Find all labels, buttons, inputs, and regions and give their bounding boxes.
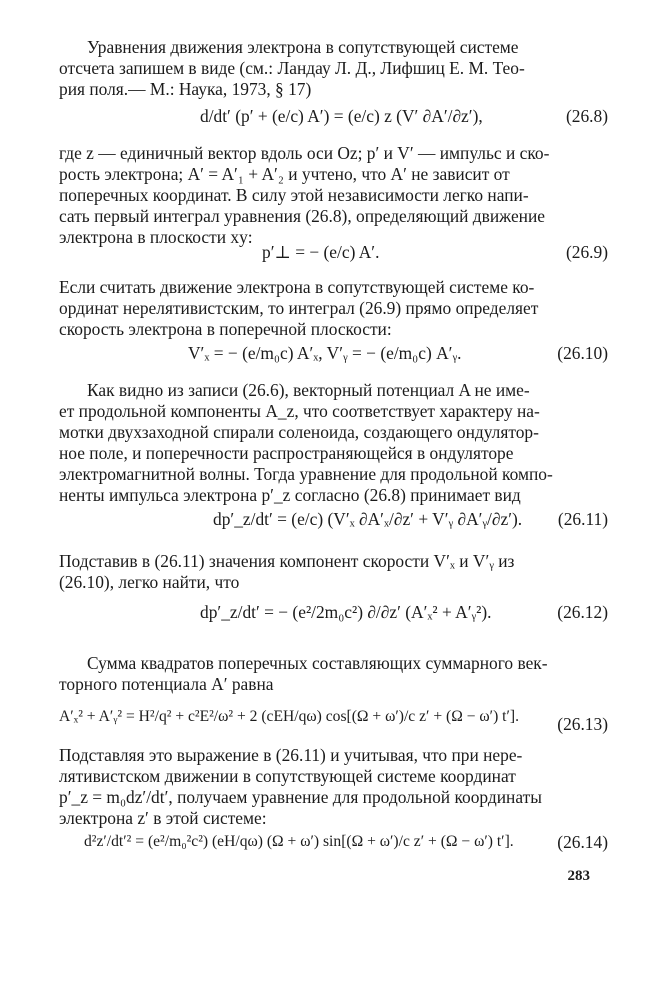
equation-number: (26.9) <box>565 242 608 262</box>
equation-number: (26.13) <box>557 714 608 734</box>
text-line: электромагнитной волны. Тогда уравнение для продольной компо- <box>59 464 553 484</box>
text-line: сать первый интеграл уравнения (26.8), определяющий движение <box>59 206 546 226</box>
equation-number: (26.10) <box>557 343 608 363</box>
text-line: Как видно из записи (26.6), векторный потенциал A не име- <box>87 380 530 400</box>
text-line: Подставляя это выражение в (26.11) и учитывая, что при нере- <box>59 745 523 765</box>
text-line: где z — единичный вектор вдоль оси Oz; p′ и V′ — импульс и ско- <box>59 143 550 163</box>
page-number: 283 <box>567 868 590 884</box>
equation-number: (26.14) <box>557 832 608 852</box>
text-line: отсчета запишем в виде (см.: Ландау Л. Д., Лифшиц Е. М. Тео- <box>59 58 525 78</box>
text-line: лятивистском движении в сопутствующей системе координат <box>59 766 516 786</box>
text-line: ординат нерелятивистским, то интеграл (26.9) прямо определяет <box>59 298 539 318</box>
equation: dp′_z/dt′ = (e/c) (V′ₓ ∂A′ₓ/∂z′ + V′ᵧ ∂A′ᵧ/∂z′). <box>213 509 523 529</box>
equation: d²z′/dt′² = (e²/m₀²c²) (eH/qω) (Ω + ω′) sin[(Ω + ω′)/c z′ + (Ω − ω′) t′]. <box>84 833 514 850</box>
text-line: ненты импульса электрона p′_z согласно (26.8) принимает вид <box>59 485 521 505</box>
text-line: поперечных координат. В силу этой независимости легко напи- <box>59 185 529 205</box>
text-line: (26.10), легко найти, что <box>59 572 240 592</box>
text-line: Сумма квадратов поперечных составляющих суммарного век- <box>87 653 548 673</box>
equation: A′ₓ² + A′ᵧ² = H²/q² + c²E²/ω² + 2 (cEH/qω) cos[(Ω + ω′)/c z′ + (Ω − ω′) t′]. <box>59 708 520 725</box>
text-line: Уравнения движения электрона в сопутствующей системе <box>87 37 519 57</box>
equation: d/dt′ (p′ + (e/c) A′) = (e/c) z (V′ ∂A′/∂z′), <box>200 106 483 126</box>
text-line: ное поле, и поперечности распространяющейся в ондуляторе <box>59 443 514 463</box>
equation-number: (26.12) <box>557 602 608 622</box>
text-line: скорость электрона в поперечной плоскости: <box>59 319 392 339</box>
equation: dp′_z/dt′ = − (e²/2m₀c²) ∂/∂z′ (A′ₓ² + A′ᵧ²). <box>200 602 492 622</box>
equation: V′ₓ = − (e/m₀c) A′ₓ, V′ᵧ = − (e/m₀c) A′ᵧ. <box>188 343 462 363</box>
text-line: мотки двухзаходной спирали соленоида, создающего ондулятор- <box>59 422 539 442</box>
text-line: ет продольной компоненты A_z, что соответствует характеру на- <box>59 401 540 421</box>
text-line: рия поля.— М.: Наука, 1973, § 17) <box>59 79 312 99</box>
text-line: p′_z = m₀dz′/dt′, получаем уравнение для продольной координаты <box>59 787 542 807</box>
text-line: Подставив в (26.11) значения компонент скорости V′ₓ и V′ᵧ из <box>59 551 515 571</box>
text-line: электрона z′ в этой системе: <box>59 808 267 828</box>
text-line: Если считать движение электрона в сопутствующей системе ко- <box>59 277 535 297</box>
text-line: торного потенциала A′ равна <box>59 674 274 694</box>
equation-number: (26.8) <box>565 106 608 126</box>
text-line: рость электрона; A′ = A′₁ + A′₂ и учтено, что A′ не зависит от <box>59 164 510 184</box>
equation-number: (26.11) <box>557 509 608 529</box>
text-line: электрона в плоскости xy: <box>59 227 253 247</box>
equation: p′⊥ = − (e/c) A′. <box>262 242 380 262</box>
